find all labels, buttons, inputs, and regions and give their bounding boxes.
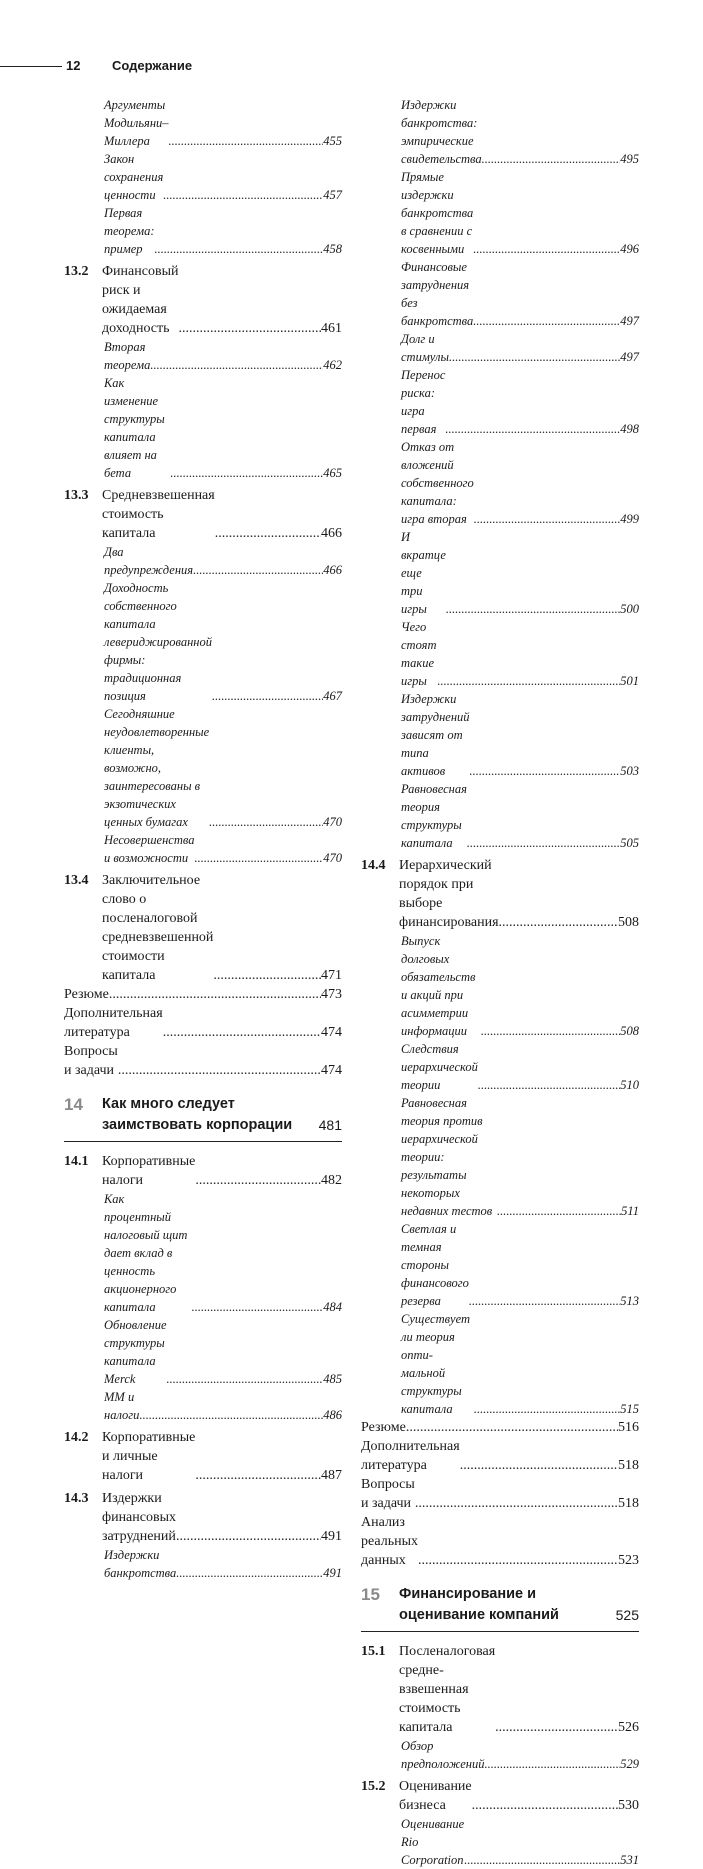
toc-subsection-entry[interactable] <box>104 150 342 204</box>
entry-label: Сегодняшние неудовлетворенные клиенты, возможно, заинтересованы в экзотических ценных бумагах <box>104 707 210 829</box>
toc-section-entry[interactable] <box>64 1152 342 1190</box>
entry-label: Обновление структуры капитала Merck <box>104 1318 167 1386</box>
entry-page: 462 <box>323 358 342 372</box>
toc-chapter-heading[interactable] <box>361 1584 639 1632</box>
running-header <box>0 58 380 78</box>
entry-label: Два предупреждения <box>104 545 194 577</box>
entry-label: Издержки затруднений зависят от типа активов <box>401 692 470 778</box>
entry-page: 474 <box>321 1025 342 1040</box>
chapter-title: Как много следует заимствовать корпорации <box>102 1096 293 1133</box>
dot-leader <box>460 1456 618 1475</box>
dot-leader <box>406 1418 618 1437</box>
dot-leader <box>467 834 620 852</box>
page-title: Содержание <box>112 58 193 73</box>
section-number: 14.2 <box>64 1430 89 1445</box>
entry-label: Аргументы Модильяни–Миллера <box>104 98 169 148</box>
toc-section-entry[interactable] <box>64 871 342 985</box>
dot-leader <box>167 1370 324 1388</box>
entry-label: Доходность собственного капитала левериджированной фирмы: традиционная позиция <box>104 581 212 703</box>
toc-subsection-entry[interactable] <box>401 1040 639 1094</box>
entry-label: Издержки финансовых затруднений <box>102 1491 176 1544</box>
entry-label: Отказ от вложений собственного капитала: игра вторая <box>401 440 474 526</box>
entry-page: 513 <box>620 1294 639 1308</box>
entry-page: 484 <box>323 1300 342 1314</box>
entry-page: 508 <box>618 915 639 930</box>
dot-leader <box>499 913 618 932</box>
dot-leader <box>464 1851 620 1869</box>
toc-section-entry[interactable] <box>361 856 639 932</box>
entry-label: Резюме <box>361 1420 406 1435</box>
toc-subsection-entry[interactable] <box>104 831 342 867</box>
entry-label: Вторая теорема <box>104 340 151 372</box>
entry-page: 491 <box>321 1529 342 1544</box>
entry-page: 466 <box>323 563 342 577</box>
page-number: 12 <box>66 58 81 73</box>
entry-page: 518 <box>618 1496 639 1511</box>
toc-subsection-entry[interactable] <box>401 1737 639 1773</box>
toc-subsection-entry[interactable] <box>104 705 342 831</box>
toc-section-entry[interactable] <box>361 1642 639 1737</box>
entry-page: 486 <box>323 1408 342 1422</box>
dot-leader <box>109 985 321 1004</box>
toc-subsection-entry[interactable] <box>104 1316 342 1388</box>
entry-page: 474 <box>321 1063 342 1078</box>
entry-page: 485 <box>323 1372 342 1386</box>
dot-leader <box>139 1406 323 1424</box>
dot-leader <box>194 849 323 867</box>
dot-leader <box>485 1755 621 1773</box>
toc-section-entry[interactable] <box>64 262 342 338</box>
entry-page: 467 <box>323 689 342 703</box>
toc-subsection-entry[interactable] <box>401 528 639 618</box>
toc-subsection-entry[interactable] <box>104 1190 342 1316</box>
toc-subsection-entry[interactable] <box>401 96 639 168</box>
toc-entry[interactable] <box>361 1475 639 1513</box>
chapter-number: 15 <box>361 1585 380 1604</box>
entry-page: 518 <box>618 1458 639 1473</box>
entry-label: Дополнительная литература <box>64 1006 163 1040</box>
entry-label: Долг и стимулы <box>401 332 449 364</box>
toc-subsection-entry[interactable] <box>401 780 639 852</box>
dot-leader <box>209 813 323 831</box>
entry-label: Средневзвешенная стоимость капитала <box>102 488 215 541</box>
entry-page: 515 <box>620 1402 639 1416</box>
entry-label: Оценивание Rio Corporation <box>401 1817 465 1867</box>
dot-leader <box>150 356 323 374</box>
dot-leader <box>192 1298 324 1316</box>
toc-subsection-entry[interactable] <box>401 1094 639 1220</box>
toc-section-entry[interactable] <box>64 486 342 543</box>
entry-page: 457 <box>323 188 342 202</box>
toc-section-entry[interactable] <box>64 1428 342 1485</box>
entry-page: 516 <box>618 1420 639 1435</box>
entry-label: Закон сохранения ценности <box>104 152 164 202</box>
dot-leader <box>195 1171 321 1190</box>
entry-label: Равновесная теория структуры капитала <box>401 782 467 850</box>
dot-leader <box>449 348 620 366</box>
entry-label: Обзор предположений <box>401 1739 485 1771</box>
header-rule <box>0 66 62 67</box>
dot-leader <box>195 1466 321 1485</box>
entry-label: Чего стоят такие игры <box>401 620 437 688</box>
section-number: 15.2 <box>361 1779 386 1794</box>
dot-leader <box>474 510 620 528</box>
entry-label: Оценивание бизнеса <box>399 1779 472 1813</box>
entry-label: ММ и налоги <box>104 1390 140 1422</box>
toc-subsection-entry[interactable] <box>401 1815 639 1869</box>
dot-leader <box>478 1076 620 1094</box>
entry-label: Следствия иерархической теории <box>401 1042 478 1092</box>
toc-section-entry[interactable] <box>64 1489 342 1546</box>
section-number: 13.4 <box>64 873 89 888</box>
dot-leader <box>163 186 323 204</box>
entry-label: Первая теорема: пример <box>104 206 155 256</box>
dot-leader <box>178 319 321 338</box>
dot-leader <box>215 524 321 543</box>
dot-leader <box>415 1494 618 1513</box>
entry-page: 471 <box>321 968 342 983</box>
entry-page: 495 <box>620 152 639 166</box>
toc-subsection-entry[interactable] <box>401 168 639 258</box>
entry-page: 470 <box>323 851 342 865</box>
entry-page: 482 <box>321 1173 342 1188</box>
toc-entry[interactable] <box>361 1418 639 1437</box>
entry-page: 497 <box>620 350 639 364</box>
entry-page: 510 <box>620 1078 639 1092</box>
entry-page: 523 <box>618 1553 639 1568</box>
dot-leader <box>437 672 620 690</box>
dot-leader <box>474 1400 620 1418</box>
entry-label: Перенос риска: игра первая <box>401 368 446 436</box>
entry-label: Дополнительная литература <box>361 1439 460 1473</box>
toc-section-entry[interactable] <box>361 1777 639 1815</box>
entry-label: Вопросы и задачи <box>64 1044 118 1078</box>
toc-subsection-entry[interactable] <box>401 438 639 528</box>
entry-label: Как изменение структуры капитала влияет на бета <box>104 376 165 480</box>
toc-subsection-entry[interactable] <box>401 1310 639 1418</box>
entry-label: Вопросы и задачи <box>361 1477 415 1511</box>
dot-leader <box>495 1718 618 1737</box>
entry-label: Существует ли теория опти-мальной структуры капитала <box>401 1312 470 1416</box>
toc-subsection-entry[interactable] <box>104 1388 342 1424</box>
toc-column-left <box>64 96 342 1582</box>
entry-label: Резюме <box>64 987 109 1002</box>
entry-label: Анализ реальных данных <box>361 1515 418 1568</box>
entry-page: 531 <box>620 1853 639 1867</box>
entry-page: 501 <box>620 674 639 688</box>
dot-leader <box>482 150 621 168</box>
entry-page: 496 <box>620 242 639 256</box>
dot-leader <box>472 1796 618 1815</box>
toc-subsection-entry[interactable] <box>104 374 342 482</box>
entry-label: Как процентный налоговый щит дает вклад в ценность акционерного капитала <box>104 1192 188 1314</box>
toc-subsection-entry[interactable] <box>104 204 342 258</box>
dot-leader <box>212 687 323 705</box>
dot-leader <box>118 1061 321 1080</box>
entry-label: И вкратце еще три игры <box>401 530 446 616</box>
toc-subsection-entry[interactable] <box>401 618 639 690</box>
toc-entry[interactable] <box>64 1042 342 1080</box>
dot-leader <box>481 1022 620 1040</box>
dot-leader <box>446 600 620 618</box>
dot-leader <box>176 1564 323 1582</box>
toc-subsection-entry[interactable] <box>104 543 342 579</box>
section-number: 15.1 <box>361 1644 386 1659</box>
toc-chapter-heading[interactable] <box>64 1094 342 1142</box>
dot-leader <box>497 1202 621 1220</box>
toc-entry[interactable] <box>64 1004 342 1042</box>
toc-subsection-entry[interactable] <box>104 96 342 150</box>
entry-page: 458 <box>323 242 342 256</box>
entry-label: Посленалоговая средне-взвешенная стоимость капитала <box>399 1644 496 1735</box>
section-number: 14.3 <box>64 1491 89 1506</box>
chapter-page: 525 <box>615 1607 639 1623</box>
section-number: 13.3 <box>64 488 89 503</box>
entry-page: 499 <box>620 512 639 526</box>
entry-page: 503 <box>620 764 639 778</box>
entry-page: 497 <box>620 314 639 328</box>
toc-subsection-entry[interactable] <box>401 690 639 780</box>
toc-entry[interactable] <box>64 985 342 1004</box>
entry-page: 491 <box>323 1566 342 1580</box>
dot-leader <box>213 966 321 985</box>
entry-page: 461 <box>321 321 342 336</box>
toc-subsection-entry[interactable] <box>401 932 639 1040</box>
entry-label: Прямые издержки банкротства в сравнении с косвенными <box>401 170 474 256</box>
entry-page: 505 <box>620 836 639 850</box>
section-number: 14.4 <box>361 858 386 873</box>
entry-label: Издержки банкротства: эмпирические свидетельства <box>401 98 482 166</box>
entry-label: Финансовый риск и ожидаемая доходность <box>102 264 179 336</box>
entry-page: 473 <box>321 987 342 1002</box>
chapter-number: 14 <box>64 1095 83 1114</box>
entry-label: Издержки банкротства <box>104 1548 177 1580</box>
dot-leader <box>169 132 324 150</box>
entry-page: 470 <box>323 815 342 829</box>
dot-leader <box>170 464 323 482</box>
toc-entry[interactable] <box>361 1437 639 1475</box>
chapter-page: 481 <box>318 1117 342 1133</box>
entry-label: Несовершенства и возможности <box>104 833 195 865</box>
dot-leader <box>473 312 620 330</box>
entry-label: Финансовые затруднения без банкротства <box>401 260 474 328</box>
toc-subsection-entry[interactable] <box>401 366 639 438</box>
entry-page: 455 <box>323 134 342 148</box>
toc-entry[interactable] <box>361 1513 639 1570</box>
entry-page: 500 <box>620 602 639 616</box>
toc-subsection-entry[interactable] <box>401 330 639 366</box>
section-number: 14.1 <box>64 1154 89 1169</box>
entry-page: 511 <box>621 1204 639 1218</box>
section-number: 13.2 <box>64 264 89 279</box>
dot-leader <box>418 1551 618 1570</box>
entry-page: 529 <box>620 1757 639 1771</box>
toc-subsection-entry[interactable] <box>401 258 639 330</box>
entry-page: 487 <box>321 1468 342 1483</box>
entry-page: 508 <box>620 1024 639 1038</box>
toc-subsection-entry[interactable] <box>104 579 342 705</box>
entry-label: Корпоративные налоги <box>102 1154 196 1188</box>
entry-page: 466 <box>321 526 342 541</box>
entry-label: Иерархический порядок при выборе финансирования <box>399 858 499 930</box>
entry-label: Светлая и темная стороны финансового резерва <box>401 1222 469 1308</box>
dot-leader <box>473 240 620 258</box>
entry-label: Равновесная теория против иерархической теории: результаты некоторых недавних тестов <box>401 1096 493 1218</box>
dot-leader <box>163 1023 321 1042</box>
entry-label: Выпуск долговых обязательств и акций при асимметрии информации <box>401 934 476 1038</box>
dot-leader <box>155 240 324 258</box>
entry-label: Заключительное слово о посленалоговой средневзвешенной стоимости капитала <box>102 873 214 983</box>
toc-subsection-entry[interactable] <box>104 1546 342 1582</box>
toc-subsection-entry[interactable] <box>104 338 342 374</box>
dot-leader <box>470 762 621 780</box>
chapter-title: Финансирование и оценивание компаний <box>399 1586 559 1623</box>
entry-label: Корпоративные и личные налоги <box>102 1430 196 1483</box>
entry-page: 498 <box>620 422 639 436</box>
entry-page: 530 <box>618 1798 639 1813</box>
entry-page: 526 <box>618 1720 639 1735</box>
dot-leader <box>176 1527 321 1546</box>
dot-leader <box>445 420 620 438</box>
dot-leader <box>193 561 323 579</box>
toc-column-right <box>361 96 639 1869</box>
dot-leader <box>469 1292 620 1310</box>
toc-subsection-entry[interactable] <box>401 1220 639 1310</box>
entry-page: 465 <box>323 466 342 480</box>
